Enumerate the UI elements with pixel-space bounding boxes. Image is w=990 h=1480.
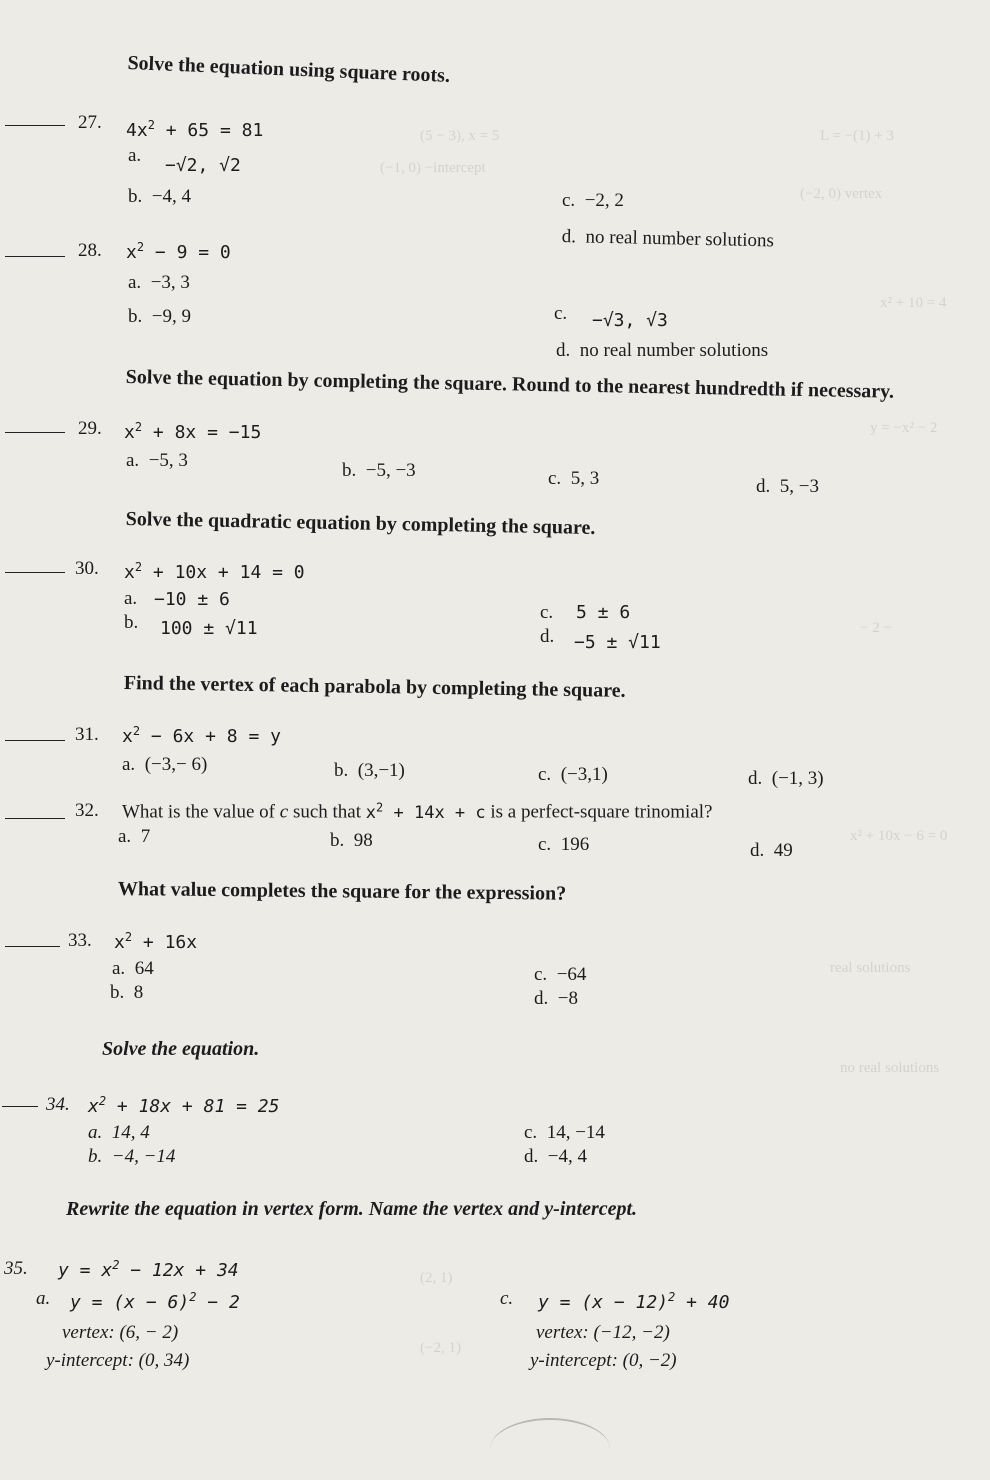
equation-35: $y = x^2 - 12x + 34$ [58, 1258, 239, 1281]
question-number-32: 32. [75, 800, 99, 821]
q31-option-b[interactable] [334, 760, 405, 782]
q32-option-d-value: 49 [773, 840, 793, 861]
option-label: c. [554, 303, 568, 324]
section-heading-solve-equation: Solve the equation. [102, 1038, 260, 1060]
q27-option-a[interactable] [128, 145, 141, 167]
option-label: d. [534, 988, 549, 1009]
q34-option-d[interactable] [524, 1146, 587, 1168]
section-heading-vertex-parabola: Find the vertex of each parabola by completing the square. [123, 672, 626, 702]
q30-option-b[interactable] [124, 612, 138, 634]
option-label: c. [540, 602, 554, 623]
q31-option-c[interactable] [538, 764, 608, 786]
q29-option-c-value: 5, 3 [570, 468, 600, 489]
option-label: d. [756, 476, 771, 497]
q30-option-a-value: −10 ± 6 [154, 589, 230, 610]
answer-blank-28[interactable] [5, 256, 65, 257]
option-label: c. [548, 468, 562, 489]
option-label: a. [126, 450, 140, 471]
option-label: d. [561, 226, 577, 248]
q35-option-a-yintercept: y-intercept: (0, 34) [46, 1350, 190, 1371]
answer-blank-34[interactable] [2, 1106, 38, 1107]
q34-option-d-value: −4, 4 [547, 1146, 587, 1167]
worksheet-page: (5 − 3), x = 5 (−1, 0) −intercept L = −(1) + 3 (−2, 0) vertex x² + 10 = 4 y = −x² − 2 − 2 − x² + 10x − 6 = 0 real solutions no real solutions (2, 1) (−2, 1) Solve the equation using square roots. 27. $4x^2 + 65 = 81$ a. −√2, √2 b. −4, 4 c. −2, 2 d. no real number solutions 28. $x^2 - 9 = 0$ a. −3, 3 b. −9, 9 c. −√3, √3 d. no real number solutions Solve the equation by completing the square. Round to the nearest hundredth if necessary. 29. $x^2 + 8x = -15$ a. −5, 3 b. −5, −3 c. 5, 3 d. 5, −3 Solve the quadratic equation by completing the square. 30. $x^2 + 10x + 14 = 0$ a. −10 ± 6 b. 100 ± √11 c. 5 ± 6 d. −5 ± √11 Find the vertex of each parabola by completing the square. 31. $x^2 - 6x + 8 = y$ a. (−3,− 6) b. (3,−1) c. (−3,1) d. (−1, 3) 32. What is the value of c such that $x^2 + 14x + c$ is a perfect-square trinomial? a. 7 b. 98 c. 196 d. 49 What value completes the square for the expression? 33. $x^2 + 16x$ a. 64 b. 8 c. −64 d. −8 Solve the equation. 34. $x^2 + 18x + 81 = 25$ a. 14, 4 b. −4, −14 c. 14, −14 d. −4, 4 Rewrite the equation in vertex form. Name the vertex and y-intercept. 35. $y = x^2 - 12x + 34$ a. $y = (x - 6)^2 - 2$ vertex: (6, − 2) y-intercept: (0, 34) c. $y = (x - 12)^2 + 40$ vertex: (−12, −2) y-intercept: (0, −2) [0, 0, 990, 1444]
stem-text: What is the value of [122, 801, 276, 823]
option-label: d. [540, 626, 555, 647]
q31-option-d-value: (−1, 3) [771, 768, 824, 789]
option-label: b. [110, 982, 125, 1003]
q35-option-a-vertex: vertex: (6, − 2) [62, 1322, 179, 1343]
option-label: b. [128, 306, 143, 327]
q28-option-b-value: −9, 9 [151, 306, 191, 327]
q28-option-c[interactable] [554, 303, 567, 325]
q31-option-c-value: (−3,1) [560, 764, 608, 785]
option-label: b. [342, 460, 357, 481]
q28-option-c-value: −√3, √3 [592, 310, 668, 331]
q33-option-c-value: −64 [556, 964, 587, 985]
option-label: c. [500, 1288, 514, 1309]
q32-option-c-value: 196 [560, 834, 590, 855]
option-label: a. [88, 1122, 103, 1143]
q35-option-c[interactable] [500, 1288, 513, 1310]
stem-text: such that [292, 801, 362, 823]
q34-option-b-value: −4, −14 [111, 1146, 176, 1167]
question-number-29: 29. [78, 418, 102, 439]
option-label: a. [128, 145, 142, 166]
q31-option-a-value: (−3,− 6) [144, 754, 208, 775]
question-number-30: 30. [75, 558, 99, 579]
option-label: c. [534, 964, 548, 985]
q27-option-d-value: no real number solutions [585, 226, 775, 252]
q30-option-c-value: 5 ± 6 [576, 602, 631, 623]
q27-option-c[interactable] [562, 190, 624, 212]
hole-punch-mark [490, 1418, 610, 1480]
option-label: a. [122, 754, 136, 775]
q32-option-b-value: 98 [353, 830, 373, 851]
option-label: c. [538, 834, 552, 855]
q32-option-a[interactable] [118, 826, 150, 848]
q34-option-c-value: 14, −14 [546, 1122, 605, 1143]
option-label: d. [524, 1146, 539, 1167]
section-heading-vertex-form: Rewrite the equation in vertex form. Name the vertex and y-intercept. [66, 1198, 638, 1220]
q27-option-c-value: −2, 2 [584, 190, 624, 211]
q28-option-d-value: no real number solutions [579, 340, 769, 361]
section-heading-completing-square-round: Solve the equation by completing the square. Round to the nearest hundredth if necessary. [125, 366, 895, 403]
option-label: b. [88, 1146, 103, 1167]
q29-option-d[interactable] [756, 476, 819, 498]
q28-option-b[interactable] [128, 306, 191, 328]
q29-option-d-value: 5, −3 [779, 476, 819, 497]
q28-option-a[interactable] [128, 272, 190, 294]
q33-option-b[interactable] [110, 982, 143, 1004]
answer-blank-29[interactable] [5, 432, 65, 433]
q34-option-b[interactable] [88, 1146, 175, 1168]
q32-option-b[interactable] [330, 830, 373, 852]
expression-33: $x^2 + 16x$ [114, 930, 198, 953]
q30-option-b-value: 100 ± √11 [160, 618, 258, 639]
question-number-28: 28. [78, 240, 102, 261]
answer-blank-32[interactable] [5, 818, 65, 819]
section-heading-solve-quadratic: Solve the quadratic equation by completing the square. [125, 508, 596, 540]
question-number-34: 34. [46, 1094, 70, 1115]
option-label: b. [330, 830, 345, 851]
q35-option-c-vertex: vertex: (−12, −2) [536, 1322, 670, 1343]
stem-variable: c [279, 801, 289, 823]
q27-option-d[interactable] [562, 226, 775, 252]
q29-option-a[interactable] [126, 450, 188, 472]
q30-option-d[interactable] [540, 626, 554, 648]
q33-option-a[interactable] [112, 958, 154, 980]
option-label: a. [118, 826, 132, 847]
q31-option-d[interactable] [748, 768, 824, 790]
q35-option-a-equation: $y = (x - 6)^2 - 2$ [70, 1290, 240, 1313]
q33-option-d-value: −8 [557, 988, 578, 1009]
answer-blank-30[interactable] [5, 572, 65, 573]
q33-option-a-value: 64 [134, 958, 154, 979]
q32-option-a-value: 7 [140, 826, 151, 847]
option-label: a. [36, 1288, 51, 1309]
q28-option-d[interactable] [556, 340, 768, 362]
q35-option-a[interactable] [36, 1288, 50, 1310]
q32-option-d[interactable] [750, 840, 793, 862]
q33-option-c[interactable] [534, 964, 586, 986]
option-label: b. [334, 760, 349, 781]
question-stem-32 [122, 800, 712, 824]
answer-blank-27[interactable] [5, 125, 65, 126]
q32-option-c[interactable] [538, 834, 589, 856]
section-heading-complete-value: What value completes the square for the expression? [117, 878, 567, 905]
option-label: c. [538, 764, 552, 785]
q29-option-c[interactable] [548, 468, 599, 490]
answer-blank-31[interactable] [5, 740, 65, 741]
q35-option-c-equation: $y = (x - 12)^2 + 40$ [538, 1290, 730, 1313]
q35-option-c-yintercept: y-intercept: (0, −2) [530, 1350, 677, 1371]
equation-31: $x^2 - 6x + 8 = y$ [122, 724, 281, 747]
q29-option-a-value: −5, 3 [148, 450, 188, 471]
q34-option-a[interactable] [88, 1122, 150, 1144]
q29-option-b-value: −5, −3 [365, 460, 416, 481]
answer-blank-33[interactable] [5, 946, 60, 947]
option-label: b. [124, 612, 139, 633]
equation-30: $x^2 + 10x + 14 = 0$ [124, 560, 305, 583]
q28-option-a-value: −3, 3 [150, 272, 190, 293]
equation-27: $4x^2 + 65 = 81$ [126, 118, 264, 141]
question-number-35: 35. [4, 1258, 28, 1279]
question-number-31: 31. [75, 724, 99, 745]
q31-option-a[interactable] [122, 754, 207, 776]
q34-option-a-value: 14, 4 [111, 1122, 150, 1143]
equation-28: $x^2 - 9 = 0$ [126, 240, 231, 263]
option-label: c. [524, 1122, 538, 1143]
q33-option-d[interactable] [534, 988, 578, 1010]
q27-option-b-value: −4, 4 [151, 186, 191, 207]
option-label: b. [128, 186, 143, 207]
q34-option-c[interactable] [524, 1122, 605, 1144]
q30-option-c[interactable] [540, 602, 553, 624]
option-label: a. [124, 588, 138, 609]
q29-option-b[interactable] [342, 460, 416, 482]
option-label: d. [750, 840, 765, 861]
q30-option-d-value: −5 ± √11 [574, 632, 661, 653]
option-label: d. [748, 768, 763, 789]
option-label: a. [112, 958, 126, 979]
question-number-33: 33. [68, 930, 92, 951]
option-label: c. [562, 190, 576, 211]
equation-29: $x^2 + 8x = -15$ [124, 420, 262, 443]
q33-option-b-value: 8 [133, 982, 144, 1003]
stem-expression: $x^2 + 14x + c$ [365, 800, 486, 823]
option-label: a. [128, 272, 142, 293]
q27-option-a-value: −√2, √2 [165, 155, 241, 176]
stem-text: is a perfect-square trinomial? [490, 801, 713, 823]
question-number-27: 27. [78, 112, 102, 133]
equation-34: $x^2 + 18x + 81 = 25$ [88, 1094, 280, 1117]
q31-option-b-value: (3,−1) [357, 760, 405, 781]
q27-option-b[interactable] [128, 186, 191, 208]
section-heading-square-roots: Solve the equation using square roots. [127, 52, 451, 87]
q30-option-a[interactable] [124, 588, 137, 610]
option-label: d. [556, 340, 571, 361]
